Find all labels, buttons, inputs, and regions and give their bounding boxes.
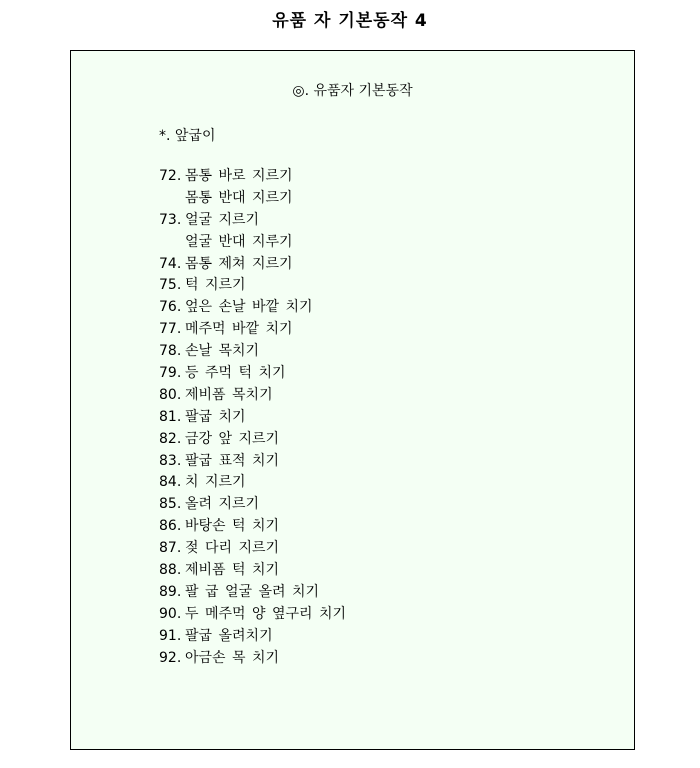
move-number: 86. (159, 518, 182, 535)
section-title: ◎. 유품자 기본동작 (292, 83, 413, 99)
list-item (159, 407, 346, 429)
list-item (159, 385, 346, 407)
move-list (159, 166, 346, 669)
move-number: 76. (159, 299, 182, 316)
list-item (159, 494, 346, 516)
move-name: 팔굽 치기 (185, 408, 246, 425)
move-name: 아금손 목 치기 (185, 649, 280, 666)
move-name: 몸통 바로 지르기 (185, 168, 293, 184)
move-name: 치 지르기 (185, 474, 246, 491)
move-name: 바탕손 턱 치기 (185, 518, 280, 535)
list-item (159, 341, 346, 363)
move-number: 89. (159, 583, 182, 600)
list-item (159, 210, 346, 232)
move-number: 77. (159, 321, 182, 338)
list-item (159, 275, 346, 297)
move-name: 제비폼 턱 치기 (185, 562, 280, 579)
move-name: 메주먹 바깥 치기 (185, 321, 293, 338)
move-number: 88. (159, 562, 182, 579)
list-item (159, 582, 346, 604)
move-number: 84. (159, 474, 182, 491)
list-item (159, 363, 346, 385)
page-title: 유품 자 기본동작 4 (272, 11, 428, 31)
move-name: 손날 목치기 (185, 343, 260, 360)
move-name: 얼굴 반대 지루기 (185, 233, 293, 250)
list-item (159, 319, 346, 341)
list-item (159, 451, 346, 473)
list-item (159, 188, 346, 210)
move-number: 79. (159, 365, 182, 382)
group-label: *. 앞굽이 (159, 128, 216, 144)
list-item (159, 604, 346, 626)
list-item (159, 626, 346, 648)
move-name: 턱 지르기 (185, 277, 246, 294)
list-item (159, 538, 346, 560)
move-name: 팔굽 올려치기 (185, 627, 273, 644)
move-number: 74. (159, 255, 182, 272)
move-name: 팔 굽 얼굴 올려 치기 (185, 583, 319, 600)
move-name: 몸통 반대 지르기 (185, 189, 293, 206)
move-number: 81. (159, 408, 182, 425)
move-number: 73. (159, 211, 182, 228)
list-item (159, 232, 346, 254)
list-item (159, 648, 346, 670)
list-item (159, 560, 346, 582)
move-number: 78. (159, 343, 182, 360)
move-name: 젖 다리 지르기 (185, 540, 280, 557)
list-item (159, 429, 346, 451)
move-name: 팔굽 표적 치기 (185, 452, 280, 469)
move-name: 엎은 손날 바깥 치기 (185, 299, 313, 316)
move-name: 두 메주먹 양 옆구리 치기 (185, 605, 347, 622)
move-name: 등 주먹 턱 치기 (185, 365, 286, 382)
list-item (159, 472, 346, 494)
move-number: 92. (159, 649, 182, 666)
move-number: 82. (159, 430, 182, 447)
move-name: 금강 앞 지르기 (185, 430, 280, 447)
list-item (159, 166, 346, 188)
list-item (159, 297, 346, 319)
content-panel (70, 50, 635, 750)
list-item (159, 516, 346, 538)
list-item (159, 254, 346, 276)
move-number: 85. (159, 496, 182, 513)
move-number: 80. (159, 386, 182, 403)
move-number (159, 188, 185, 210)
move-number: 87. (159, 540, 182, 557)
move-name: 제비폼 목치기 (185, 386, 273, 403)
move-number: 83. (159, 452, 182, 469)
move-name: 올려 지르기 (185, 496, 260, 513)
move-number: 91. (159, 627, 182, 644)
move-number: 72. (159, 168, 182, 184)
move-number: 75. (159, 277, 182, 294)
move-name: 얼굴 지르기 (185, 211, 260, 228)
move-number (159, 232, 185, 254)
move-name: 몸통 제쳐 지르기 (185, 255, 293, 272)
move-number: 90. (159, 605, 182, 622)
